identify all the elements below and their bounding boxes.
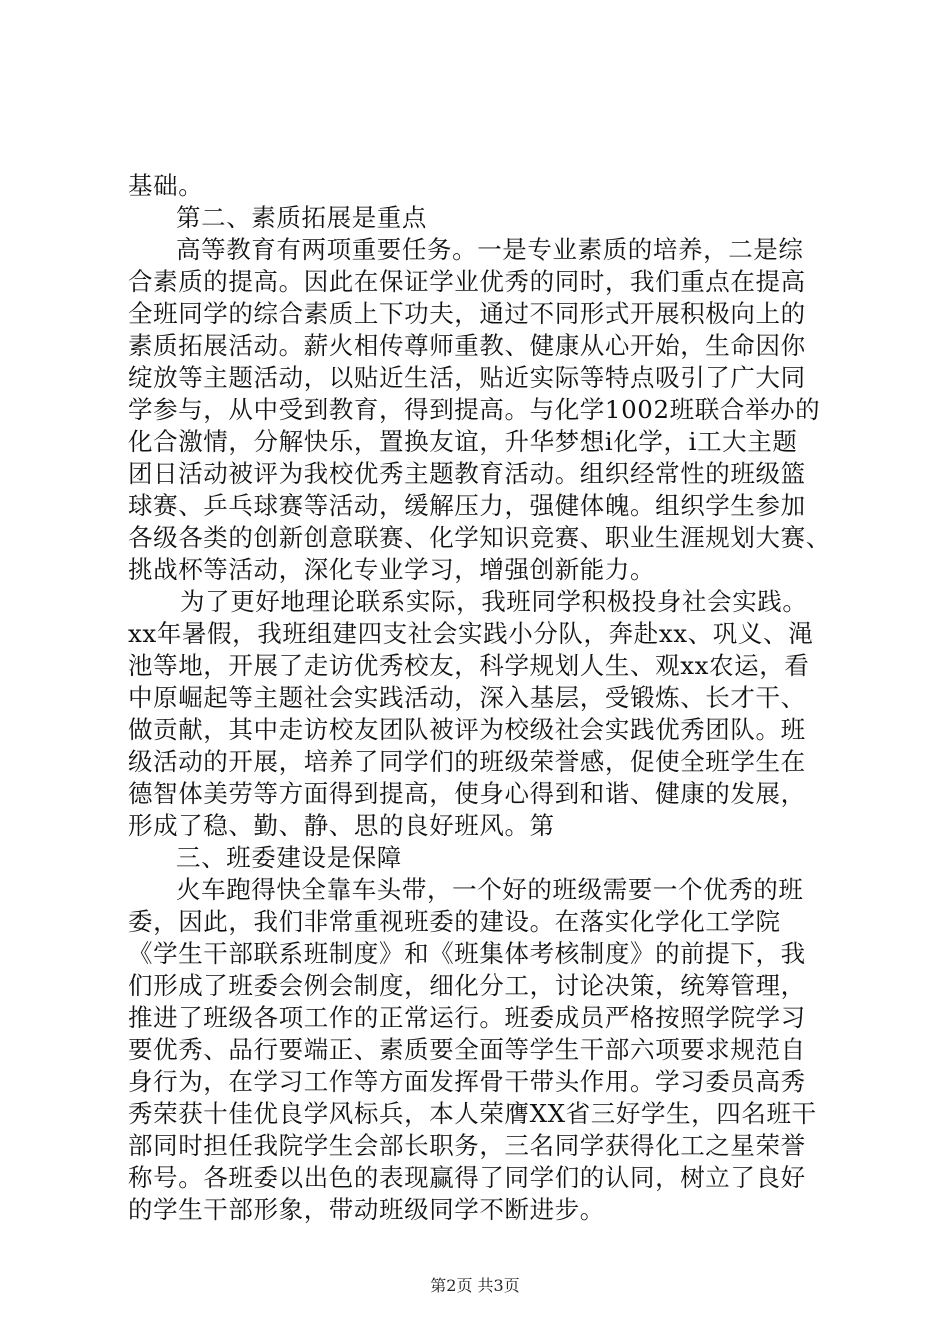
paragraph-line: 球赛、乒乓球赛等活动，缓解压力，强健体魄。组织学生参加 (128, 491, 806, 520)
paragraph-line: 火车跑得快全靠车头带，一个好的班级需要一个优秀的班 (176, 875, 804, 904)
paragraph-line: 绽放等主题活动，以贴近生活，贴近实际等特点吸引了广大同 (128, 363, 806, 392)
paragraph-line: 池等地，开展了走访优秀校友，科学规划人生、观xx农运，看 (128, 651, 810, 680)
paragraph-line: 级活动的开展，培养了同学们的班级荣誉感，促使全班学生在 (128, 747, 806, 776)
paragraph-line: 秀荣获十佳优良学风标兵，本人荣膺XX省三好学生，四名班干 (128, 1099, 817, 1128)
paragraph-line: 各级各类的创新创意联赛、化学知识竞赛、职业生涯规划大赛、 (128, 523, 831, 552)
paragraph-line: 称号。各班委以出色的表现赢得了同学们的认同，树立了良好 (128, 1163, 806, 1192)
section-heading: 第二、素质拓展是重点 (176, 203, 427, 232)
paragraph-line: 合素质的提高。因此在保证学业优秀的同时，我们重点在提高 (128, 267, 806, 296)
paragraph-line: 为了更好地理论联系实际，我班同学积极投身社会实践。 (180, 587, 808, 616)
page-footer: 第2页 共3页 (430, 1276, 520, 1295)
paragraph-line: 中原崛起等主题社会实践活动，深入基层，受锻炼、长才干、 (128, 683, 806, 712)
paragraph-line: 部同时担任我院学生会部长职务，三名同学获得化工之星荣誉 (128, 1131, 806, 1160)
paragraph-line: 挑战杯等活动，深化专业学习，增强创新能力。 (128, 555, 656, 584)
paragraph-line: 化合激情，分解快乐，置换友谊，升华梦想i化学，i工大主题 (128, 427, 798, 456)
paragraph-line: 形成了稳、勤、静、思的良好班风。第 (128, 811, 555, 840)
paragraph-line: 委，因此，我们非常重视班委的建设。在落实化学化工学院 (128, 907, 781, 936)
paragraph-line: 要优秀、品行要端正、素质要全面等学生干部六项要求规范自 (128, 1035, 806, 1064)
section-heading: 三、班委建设是保障 (176, 843, 402, 872)
paragraph-line: 基础。 (128, 171, 204, 200)
paragraph-line: 《学生干部联系班制度》和《班集体考核制度》的前提下，我 (128, 939, 806, 968)
paragraph-line: 做贡献，其中走访校友团队被评为校级社会实践优秀团队。班 (128, 715, 806, 744)
paragraph-line: 身行为，在学习工作等方面发挥骨干带头作用。学习委员高秀 (128, 1067, 806, 1096)
paragraph-line: 全班同学的综合素质上下功夫，通过不同形式开展积极向上的 (128, 299, 806, 328)
paragraph-line: 团日活动被评为我校优秀主题教育活动。组织经常性的班级篮 (128, 459, 806, 488)
paragraph-line: 们形成了班委会例会制度，细化分工，讨论决策，统筹管理， (128, 971, 806, 1000)
paragraph-line: 德智体美劳等方面得到提高，使身心得到和谐、健康的发展， (128, 779, 806, 808)
paragraph-line: 素质拓展活动。薪火相传尊师重教、健康从心开始，生命因你 (128, 331, 806, 360)
paragraph-line: 学参与，从中受到教育，得到提高。与化学1002班联合举办的 (128, 395, 821, 424)
paragraph-line: 推进了班级各项工作的正常运行。班委成员严格按照学院学习 (128, 1003, 806, 1032)
paragraph-line: 的学生干部形象，带动班级同学不断进步。 (128, 1195, 605, 1224)
paragraph-line: xx年暑假，我班组建四支社会实践小分队，奔赴xx、巩义、渑 (128, 619, 814, 648)
paragraph-line: 高等教育有两项重要任务。一是专业素质的培养，二是综 (176, 235, 804, 264)
